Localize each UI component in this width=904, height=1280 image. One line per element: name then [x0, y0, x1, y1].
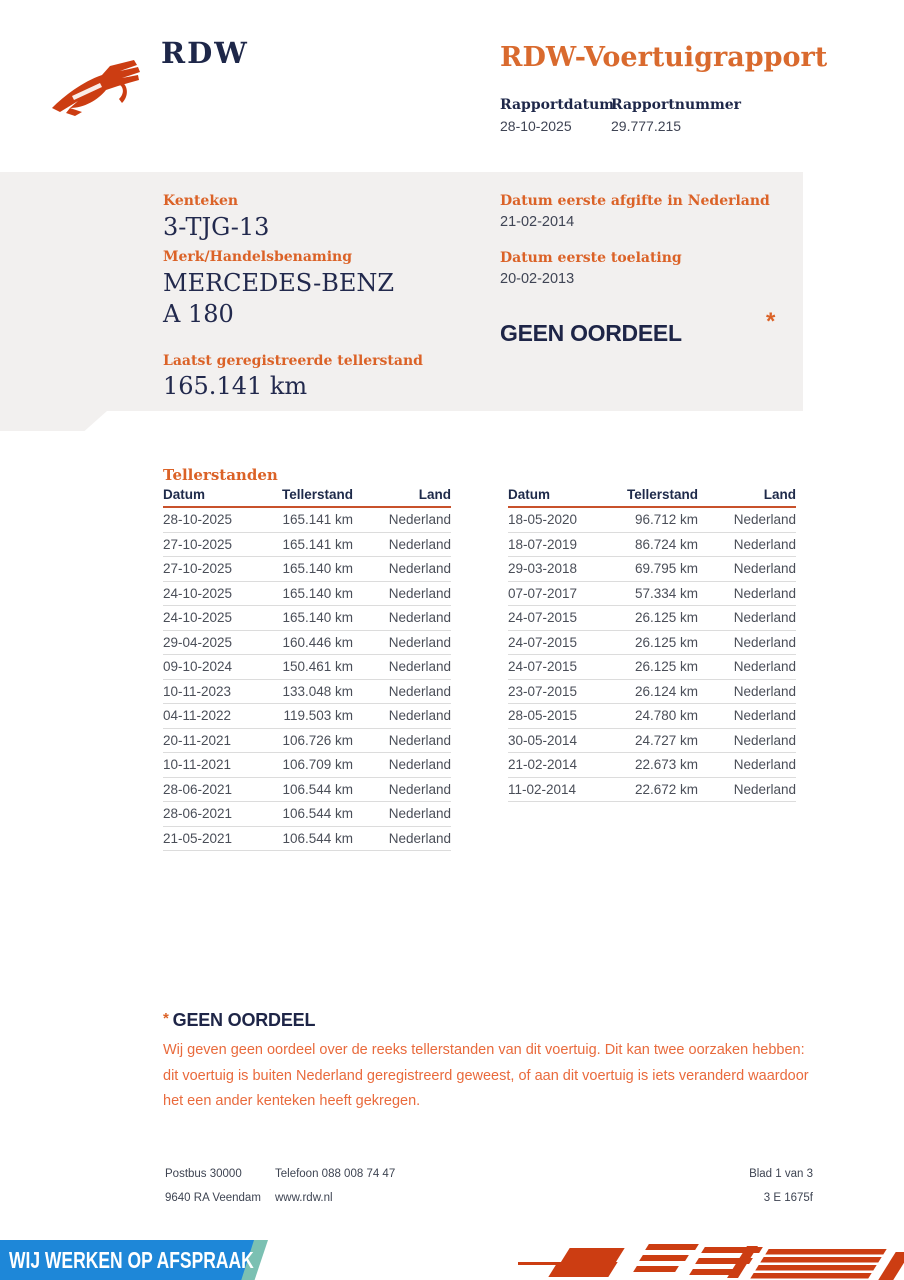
table-cell: Nederland [698, 777, 796, 802]
table-cell: Nederland [353, 655, 451, 680]
table-cell: 96.712 km [620, 507, 698, 532]
table-cell: 106.726 km [275, 728, 353, 753]
table-row [163, 557, 451, 582]
table-row [508, 777, 796, 802]
column-header-land: Land [698, 487, 796, 507]
table-row [508, 606, 796, 631]
footnote-body: Wij geven geen oordeel over de reeks tellerstanden van dit voertuig. Dit kan twee oorzaken hebben: dit voertuig is buiten Nederland geregistreerd geweest, of aan dit voertuig is iets veranderd waardoor het een ander kenteken heeft gekregen. [163, 1042, 809, 1109]
column-header-datum: Datum [508, 487, 620, 507]
table-cell: 11-02-2014 [508, 777, 620, 802]
table-cell: 119.503 km [275, 704, 353, 729]
table-row [163, 606, 451, 631]
rdw-feather-logo-icon [48, 56, 148, 121]
table-row [163, 826, 451, 851]
toelating-label: Datum eerste toelating [500, 250, 682, 266]
table-row [508, 581, 796, 606]
tellerstanden-section-title: Tellerstanden [163, 466, 278, 484]
table-cell: 24-10-2025 [163, 581, 275, 606]
table-cell: 24-07-2015 [508, 655, 620, 680]
table-cell: Nederland [353, 630, 451, 655]
appointment-banner-text: WIJ WERKEN OP AFSPRAAK [9, 1247, 254, 1273]
table-cell: 28-05-2015 [508, 704, 620, 729]
table-cell: 30-05-2014 [508, 728, 620, 753]
table-cell: 57.334 km [620, 581, 698, 606]
column-header-land: Land [353, 487, 451, 507]
column-header-tellerstand: Tellerstand [620, 487, 698, 507]
table-cell: Nederland [698, 581, 796, 606]
merk-label: Merk/Handelsbenaming [163, 249, 353, 265]
table-cell: 26.125 km [620, 655, 698, 680]
table-cell: 106.544 km [275, 777, 353, 802]
table-cell: Nederland [698, 679, 796, 704]
table-cell: 20-11-2021 [163, 728, 275, 753]
table-cell: Nederland [698, 728, 796, 753]
table-cell: Nederland [353, 679, 451, 704]
footnote-asterisk: * [163, 1010, 169, 1027]
stripe-step-lower [548, 1262, 617, 1277]
report-number-label: Rapportnummer [611, 97, 742, 113]
table-row [163, 704, 451, 729]
laatste-tellerstand-value: 165.141 km [163, 372, 308, 400]
laatste-tellerstand-label: Laatst geregistreerde tellerstand [163, 353, 423, 369]
table-cell: 09-10-2024 [163, 655, 275, 680]
table-row [508, 630, 796, 655]
table-cell: 160.446 km [275, 630, 353, 655]
table-row [508, 753, 796, 778]
stripe-bar [639, 1255, 689, 1261]
table-cell: 18-07-2019 [508, 532, 620, 557]
summary-panel-corner-tab [0, 411, 107, 431]
table-cell: Nederland [353, 507, 451, 532]
table-cell: Nederland [698, 704, 796, 729]
report-number-value: 29.777.215 [611, 118, 682, 134]
table-cell: Nederland [353, 826, 451, 851]
table-cell: Nederland [353, 557, 451, 582]
table-cell: Nederland [698, 655, 796, 680]
table-cell: 29-04-2025 [163, 630, 275, 655]
table-cell: 106.544 km [275, 826, 353, 851]
table-cell: Nederland [353, 802, 451, 827]
table-cell: 133.048 km [275, 679, 353, 704]
table-cell: 28-10-2025 [163, 507, 275, 532]
table-row [163, 507, 451, 532]
table-cell: 165.141 km [275, 507, 353, 532]
table-cell: Nederland [353, 777, 451, 802]
table-row [163, 753, 451, 778]
table-row [163, 728, 451, 753]
table-cell: 165.140 km [275, 557, 353, 582]
table-cell: 106.544 km [275, 802, 353, 827]
table-row [163, 679, 451, 704]
table-row [508, 679, 796, 704]
merk-value: MERCEDES-BENZ A 180 [163, 269, 395, 328]
speed-stripes-graphic [505, 1236, 904, 1280]
footer-address-line2: 9640 RA Veendam [165, 1192, 261, 1204]
stripe-step-upper [560, 1248, 624, 1263]
table-cell: Nederland [698, 753, 796, 778]
table-row [508, 728, 796, 753]
table-cell: 165.140 km [275, 606, 353, 631]
footer-doc-code: 3 E 1675f [763, 1192, 813, 1204]
report-date-value: 28-10-2025 [500, 118, 572, 134]
rdw-logo-wordmark: RDW [161, 36, 249, 70]
table-cell: Nederland [353, 728, 451, 753]
table-cell: Nederland [698, 557, 796, 582]
table-cell: 22.673 km [620, 753, 698, 778]
table-row [508, 532, 796, 557]
column-header-datum: Datum [163, 487, 275, 507]
table-cell: Nederland [698, 630, 796, 655]
tellerstanden-right-table [508, 487, 796, 802]
table-header-row [163, 487, 451, 507]
table-cell: 27-10-2025 [163, 532, 275, 557]
table-row [508, 507, 796, 532]
report-date-label: Rapportdatum [500, 97, 615, 113]
table-cell: 23-07-2015 [508, 679, 620, 704]
table-cell: 28-06-2021 [163, 802, 275, 827]
stripe-bar [645, 1244, 699, 1250]
table-cell: 21-05-2021 [163, 826, 275, 851]
table-cell: 69.795 km [620, 557, 698, 582]
table-cell: 22.672 km [620, 777, 698, 802]
table-cell: 24-10-2025 [163, 606, 275, 631]
table-cell: Nederland [353, 581, 451, 606]
table-cell: Nederland [698, 532, 796, 557]
table-header-row [508, 487, 796, 507]
footer-address-line1: Postbus 30000 [165, 1168, 242, 1180]
verdict-text: GEEN OORDEEL [500, 320, 682, 346]
table-cell: 24.727 km [620, 728, 698, 753]
table-cell: 86.724 km [620, 532, 698, 557]
table-cell: 24.780 km [620, 704, 698, 729]
table-cell: 29-03-2018 [508, 557, 620, 582]
table-cell: 28-06-2021 [163, 777, 275, 802]
striped-parallelogram [749, 1249, 886, 1280]
footer-phone: Telefoon 088 008 74 47 [275, 1168, 396, 1180]
table-row [163, 630, 451, 655]
kenteken-value: 3-TJG-13 [163, 213, 270, 241]
table-cell: Nederland [353, 753, 451, 778]
table-cell: Nederland [353, 532, 451, 557]
column-header-tellerstand: Tellerstand [275, 487, 353, 507]
afgifte-value: 21-02-2014 [500, 214, 575, 230]
table-cell: 26.124 km [620, 679, 698, 704]
table-cell: 10-11-2023 [163, 679, 275, 704]
table-cell: 04-11-2022 [163, 704, 275, 729]
table-cell: Nederland [698, 507, 796, 532]
table-row [508, 557, 796, 582]
table-cell: Nederland [353, 606, 451, 631]
table-cell: 24-07-2015 [508, 630, 620, 655]
footnote-title-text: GEEN OORDEEL [172, 1010, 316, 1030]
table-cell: 18-05-2020 [508, 507, 620, 532]
table-cell: 26.125 km [620, 606, 698, 631]
tellerstanden-left-table [163, 487, 451, 851]
table-cell: 106.709 km [275, 753, 353, 778]
report-title: RDW-Voertuigrapport [500, 42, 828, 73]
table-cell: 27-10-2025 [163, 557, 275, 582]
table-row [163, 532, 451, 557]
table-cell: 26.125 km [620, 630, 698, 655]
table-row [163, 802, 451, 827]
toelating-value: 20-02-2013 [500, 271, 575, 287]
kenteken-label: Kenteken [163, 193, 239, 209]
table-cell: Nederland [698, 606, 796, 631]
table-cell: 07-07-2017 [508, 581, 620, 606]
table-row [163, 655, 451, 680]
footer-page-number: Blad 1 van 3 [749, 1168, 813, 1180]
table-cell: 165.141 km [275, 532, 353, 557]
stripe-bar [633, 1266, 679, 1272]
table-cell: 24-07-2015 [508, 606, 620, 631]
table-cell: 21-02-2014 [508, 753, 620, 778]
table-cell: 150.461 km [275, 655, 353, 680]
verdict-asterisk: * [766, 308, 776, 335]
table-row [508, 655, 796, 680]
table-row [163, 581, 451, 606]
table-cell: 10-11-2021 [163, 753, 275, 778]
table-row [163, 777, 451, 802]
table-cell: 165.140 km [275, 581, 353, 606]
footer-website-link[interactable]: www.rdw.nl [275, 1192, 333, 1204]
table-cell: Nederland [353, 704, 451, 729]
table-row [508, 704, 796, 729]
footnote-title [163, 1010, 315, 1031]
afgifte-label: Datum eerste afgifte in Nederland [500, 193, 770, 209]
